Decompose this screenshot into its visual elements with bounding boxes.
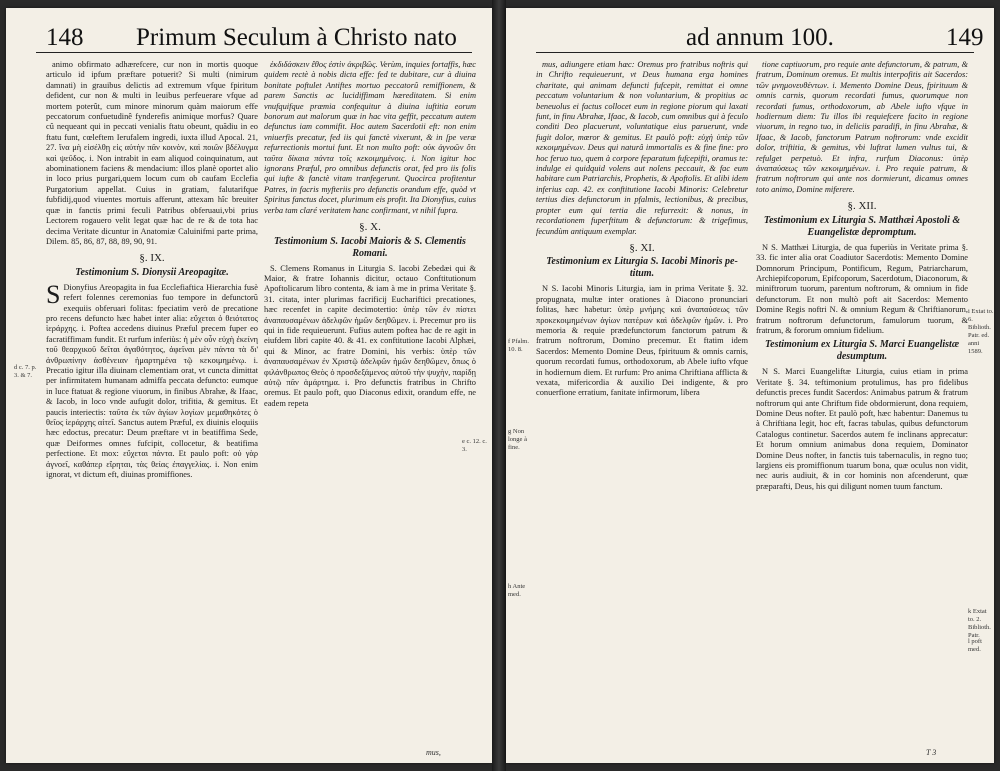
paragraph: S. Clemens Romanus in Liturgia S. Iacobi Zebedæi qui & Maior, & fratre Iohannis dicitur, octauo Conftitutionum Apoftolicarum libro contenta, & iam à me in prima Veritate §. 31. citata, inter plurimas facrificij Euchariftici precationes, hæc recenfet in capite decimotertio: ὑπὲρ τῶν ἐν πίστει ἀναπαυσαμένων ἀδελφῶν ἡμῶν δεηθῶμεν. i. Precemur pro iis qui in fide requieuerunt. Fufius autem poftea hac de re agit in eiufdem libri capite 40. & 41. ex conftitutione Iacobi Alphæi, qui & Minor, ac fratre Domini, his verbis: ὑπὲρ τῶν ἀναπαυσαμένων ἐν Χριστῷ ἀδελφῶν ἡμῶν δεηθῶμεν, ὅπως ὁ φιλάνθρωπος Θεὸς ὁ προσδεξάμενος αὐτοῦ τὴν ψυχὴν, παρίδῃ αὐτῷ πᾶν ἁμάρτημα. i. Pro defunctis fratribus in Chrifto oremus. Et paulo poft, quo Diaconus edixit, orandum effe, ne eadem repeta [264,263,476,408]
header-rule [36,52,472,53]
catchword: mus, [426,748,441,757]
book-gutter [492,0,506,771]
margin-note: f Pfalm. 10. 8. [508,338,529,353]
text-column-left [46,60,258,750]
paragraph [46,279,258,481]
margin-note: i Extat to. 6. Biblioth. Patr. ed. anni 1589. [968,308,994,355]
running-title: ad annum 100. [686,24,834,51]
margin-note: d c. 7. p. 3. & 7. [14,364,37,379]
paragraph-text: Dionyfius Areopagita in fua Ecclefiaftica Hierarchia fusè refert folennes ceremonias fuo tempore in defunctorũ exequiis obferuari folitas: fpeciatim verò de precatione pro recens defuncto hæc habet inter alia: εὔχεται ὁ θειότατος ἱεράρχης. i. Poftea accedens diuinus Præful precem fuper eo facratiffimam fundit. Et rurfum inferiùs: ἡ μὲν οὖν εὐχὴ ἐκείνη τοῦ θεαρχικοῦ δεῖται ἀγαθότητος, ἀφεῖναι μὲν πάντα τὰ δι' ἀνθρωπίνην ἀσθένειαν ἡμαρτημένα τῷ κεκοιμημένῳ. i. Precatio igitur illa diuinam clementiam orat, vt cuncta dimittat per infirmitatem humanam admiffa peccata defuncto: eumque in luce ftatuat & regione viuorum, in finibus Abrahæ, & Ifaac, & Iacob, in loco vnde aufugit dolor, trifitia, & gemitus. Et paucis interiectis: ταῦτα ἐκ τῶν ἁγίων λογίων μεμαθηκότες ὁ θεῖος ἱεράρχης αἰτεῖ. Sanctus autem Præful, ex diuinis eloquiis hæc edoctus, precatur: Deum præftare vt in beatiffima Sede, quæ Deiformes omnes fufcipit, collocetur, & beatifima perfectione. Et mox: εὔχεται πάντα. Et paulo poft: οὐ γὰρ ἀγνοεῖ, καθάπερ εἴρηται, τὰς θείας ἐπαγγελίας. i. Non enim ignorat, vt dictum eft, diuinas promiffiones. [46,282,258,480]
section-title: Testimonium ex Liturgia S. Matthæi Apostoli & Euangelistæ depromptum. [763,214,961,238]
paragraph: animo obfirmato adhærefcere, cur non in mortis quoque articulo id ipfum præftare potuerit? Si multi (nimirum damnati) in grauibus delictis ad extremum vfque fpiritum defident, cur non & multi in leuibus perfeuerare vfque ad mortem poterût, cum minore minorum quàm maiorum effe peccatorum confuetudinê fynderefis animique morfus? Quare cû nequeant qui in peccati venialis ftatu obeunt, quãdiu in eo ftatu funt, cœleftem Ierufalem ingredi, iuxta illud Apocal. 21, 27. ἵνα μὴ εἰσέλθῃ εἰς αὐτὴν πᾶν κοινὸν, καὶ ποιῶν βδέλυγμα καὶ ψεῦδος. i. Non intrabit in eam aliquod coinquinatum, aut abominationem faciens & mendacium: illos planè oportet alio in loco prius purgari,quem locum cum ob caufam Ecclefia Purgatorium appellat. Cuius in gratiam, falutarifque fubfidij,quod viuentes mortuis afferunt, attexam hîc breuiter quæ in fanctis primi feculi Patribus obferuaui,vbi prius Lectorem rogauero velit legat quæ hac de re & de tota hac decima Veritate dicuntur in Anatomiæ Caluinifmi parte prima, Dilem. 85, 86, 87, 88, 89, 90, 91. [46,60,258,246]
section-title: Testimonium ex Liturgia S. Marci Euangelistæ desumptum. [764,339,960,363]
running-title: Primum Seculum à Christo nato [136,24,457,51]
section-title: Testimonium S. Iacobi Maioris & S. Clementis Romani. [274,235,466,259]
paragraph: N S. Iacobi Minoris Liturgia, iam in prima Veritate §. 32. propugnata, multæ inter orationes à Diacono pronunciari folitas, hæc habetur: ὑπὲρ μνήμης καὶ ἀναπαύσεως τῶν προκεκοιμημένων ἁγίων πατέρων καὶ ἀδελφῶν ἡμῶν. i. Pro memoria & requie prædefunctorum fanctorum patrum & fratrum noftrorum, Domino precemur. Et ftatim idem Sacerdos: Memento Domine Deus, fpirituum & omnis carnis, quorum recordati fumus, orthodoxorum, ab Abele iufto vfque in hodiernum diem. Et rurfum: Pro anima Chriftiana afflicta & vexata, mifericordia & auxilio Dei indigente, & pro conuerfione erratium, fanitate infirmorum, libera [536,284,748,398]
right-page [506,8,994,763]
left-page [6,8,492,763]
margin-note: h Ante med. [508,583,526,598]
running-header [6,18,492,52]
page-number: 148 [46,24,84,51]
section-title: Testimonium ex Liturgia S. Iacobi Minoris petitum. [546,256,738,280]
signature-mark: T 3 [926,748,937,757]
text-column-right [264,60,476,750]
margin-note: k Extat to. 2. Biblioth. Patr. [968,608,991,639]
margin-note: l poft med. [968,638,982,653]
section-title: Testimonium S. Dionysii Areopagitæ. [75,266,229,278]
section-number: §. X. [359,221,381,234]
paragraph: N S. Matthæi Liturgia, de qua fuperiùs in Veritate prima §. 33. fic inter alia orat Coadiutor Sacerdotis: Memento Domine Domnorum Principum, Pontificum, Regum, Patriarcharum, Archiepifcoporum, Epifcoporum, Sacerdotum, Diaconorum, & miniftrorum tuorum, parentum noftrorum, & omnium in fide defunctorum. Et non multò poft ait Sacerdos: Memento Domine Regis noftri N. & omnium Regum & Chriftianorum, fratrum noftrorum defunctorum, famulorum tuorum, & fratrum, & fororum omnium fidelium. [756,242,968,335]
section-number: §. XII. [847,200,877,213]
margin-note: g Non longe à fine. [508,428,527,451]
section-number: §. IX. [139,252,165,265]
section-number: §. XI. [629,241,655,254]
paragraph: ἐκδιδάσκειν ἔθος ἐστὶν ἀκριβῶς. Verùm, inquies fortaffis, hæc quidem rectè à nobis dicta effe: fed te dubitare, cur à diuina bonitate poftulet Antiftes mortuo peccatorû remiffionem, & parem Sanctis ac lucidiffimam hæreditatem. Si enim vnufquifque præmia confequitur à diuina iuftitia eorum bonorum aut malorum quæ in hac vita geffit, peccatum autem defunctus iam commifit. Hoc autem Sacerdotii eft: non enim vniuerfis precatur, fed iis qui fanctè vixerunt, & in ſpe veræ refurrectionis mortui funt. Et non multo poft: οὐκ ἀγνοῶν ὅτι ταῦτα δίκαια πάντα τοῖς κεκοιμημένοις. i. Non igitur hoc ignorans Præful, pro omnibus defunctis orat, fed pro iis folis qui iufte & fanctè vitam tranfegerunt. Quocirca profitentur Patres, in facris myfteriis pro defunctis orandum effe, quòd vt Spiritus fanctus docet, plurimum eis profit. Ita Dionyfius, cuius verba tam claré veritatem hanc confirmant, vt nihil fupra. [264,60,476,215]
text-column-left [536,60,748,750]
text-column-right [756,60,968,750]
margin-note: e c. 12. c. 3. [462,438,487,453]
paragraph: tione captiuorum, pro requie ante defunctorum, & patrum, & fratrum, Dominum oremus. Et multis interpofitis ait Sacerdos: τῶν μνημονευθέντων. i. Memento Domine Deus, fpirituum & omnis carnis, quorum recordati fumus, quorumque non recordati fumus, orthodoxorum, ab Abele iufto vfque in hodiernum diem: Tu illos ibi requiefcere facito in regione viuorum, in regno tuo, in deliciis paradifi, in finu Abrahæ, & Ifaac, & Iacob, fanctorum Patrum noftrorum: vnde excidit dolor, triftitia, & gemitus, vbi luftrat lumen vultus tui, & refulget perpetuò. Et infra, rurfum Diaconus: ὑπὲρ ἀναπαύσεως τῶν κεκοιμημένων. i. Pro requie patrum, & fratrum noftrorum qui ante nos dormierunt, dicamus omnes toto animo, Domine miferere. [756,60,968,194]
running-header [506,18,994,52]
page-number: 149 [946,24,984,51]
paragraph: mus, adiungere etiam hæc: Oremus pro fratribus noftris qui in Chrifto requieuerunt, vt Deus humana erga homines charitate, qui animam defuncti fufcepit, remittat ei omne peccatum voluntarium & non voluntarium, & propitius ac beneuolus ei factus collocet eum in regione piorum qui laxati funt, in finu Abrahæ, Ifaac, & Iacob, cum omnibus qui à feculo conditi Deo placuerunt, voluntatique eius paruerunt, vnde fugit dolor, mœror & gemitus. Et paulò poft: εὐχὴ ὑπὲρ τῶν κεκοιμημένων. Deus qui naturâ immortalis es & fine fine: pro hoc feruo tuo, quem à corpore feparatum fufcepifti, oramus te: indulge ei quidquid volens aut nolens peccauit, & fac eum habitare cum Patriarchis, Prophetis, & Apoftolis. Et alibi idem inferius cap. 42. ex conftitutione Iacobi Minoris: Celebretur tertius dies defunctorum in pfalmis, lectionibus, & precibus, propter eum qui tertia die refurrexit: & nonus, in recordationem fuperftitum & defunctorum: & trigefimus, fecundùm antiquum exemplar. [536,60,748,236]
header-rule [536,52,974,53]
drop-cap: S [46,279,61,309]
paragraph: N S. Marci Euangeliftæ Liturgia, cuius etiam in prima Veritate §. 34. teftimonium protulimus, has pro fidelibus defunctis preces fundit Sacerdos: Animabus patrum & fratrum noftrorum qui ante Chriftum fide obdormierunt, dona requiem, Domine Deus nofter. Et paulò poft, hæc habentur: Danemus tu à Chriftiana legit, hoc eft, facras tabulas, quibus defunctorum Catalogus continetur. Sacerdos autem fe inclinans apprecatur: Et horum omnium animabus dona requiem, Dominator Domine Deus nofter, in fanctis tuis tabernaculis, in regno tuo; largiens eis promiffionum tuarum bona, quæ oculus non vidit, nec auris audiuit, & in cor hominis non afcenderunt, quæ præparafti, Deus, his qui diligunt nomen tuum fanctum. [756,367,968,491]
